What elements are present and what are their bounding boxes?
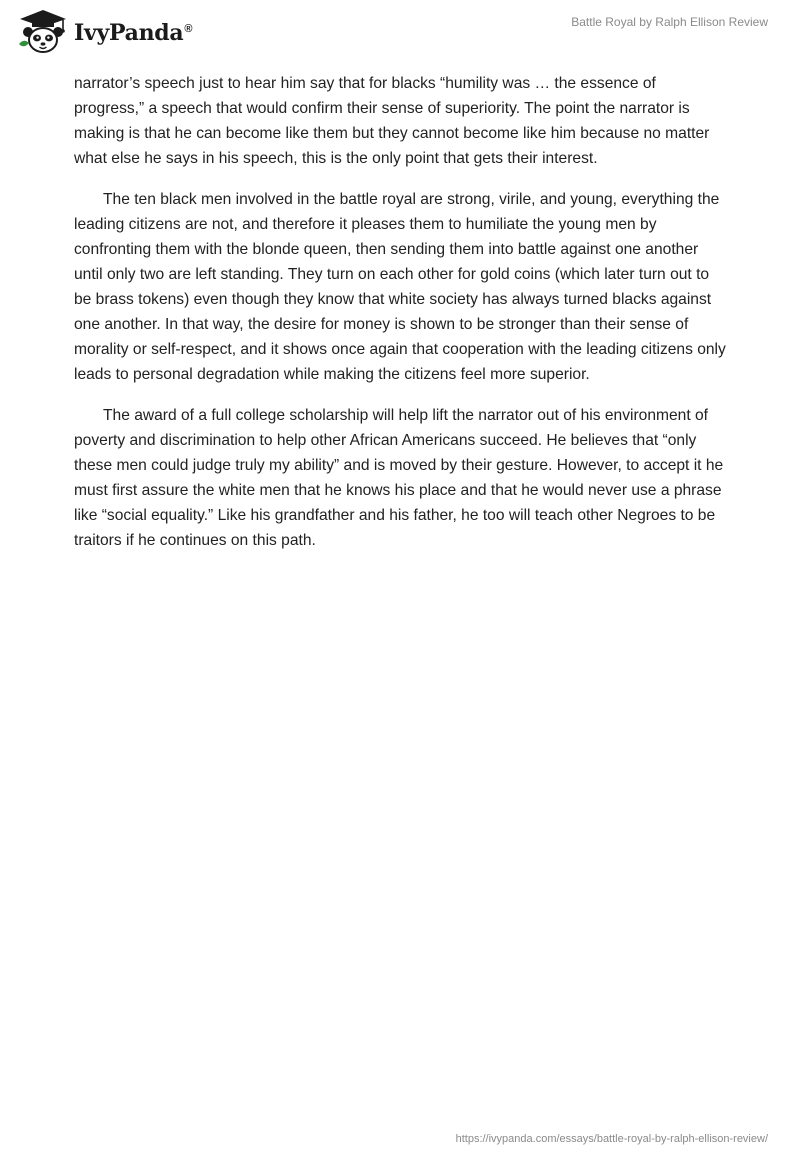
paragraph: The award of a full college scholarship will help lift the narrator out of his environment of poverty and discrimination to help other African Americans succeed. He believes that “only these men could judge truly my ability” and is moved by their gesture. However, to accept it he must first assure the white men that he knows his place and that he would never use a phrase like “social equality.” Like his grandfather and his father, he too will teach other Negroes to be traitors if he continues on this path. xyxy=(74,407,724,549)
panda-graduate-logo-icon xyxy=(16,8,70,56)
registered-mark: ® xyxy=(184,22,193,35)
paragraph: The ten black men involved in the battle royal are strong, virile, and young, everything the leading citizens are not, and therefore it pleases them to humiliate the young men by confronting them with the blonde queen, then sending them into battle against one another until only two are left standing. They turn on each other for gold coins (which later turn out to be brass tokens) even though they know that white society has always turned blacks against one another. In that way, the desire for money is shown to be stronger than their sense of morality or self-respect, and it shows once again that cooperation with the leading citizens only leads to personal degradation while making the citizens feel more superior. xyxy=(74,191,726,383)
brand-name: IvyPanda® xyxy=(74,20,193,46)
brand-logo[interactable] xyxy=(16,8,192,56)
page-header xyxy=(0,0,800,64)
paragraph-continued: narrator’s speech just to hear him say that for blacks “humility was … the essence of progress,” a speech that would confirm their sense of superiority. The point the narrator is making is that he can become like them but they cannot become like him because no matter what else he says in his speech, this is the only point that gets their interest. xyxy=(74,75,710,167)
source-url[interactable]: https://ivypanda.com/essays/battle-royal-by-ralph-ellison-review/ xyxy=(455,1133,768,1145)
essay-body xyxy=(74,71,730,569)
document-title: Battle Royal by Ralph Ellison Review xyxy=(571,15,768,29)
